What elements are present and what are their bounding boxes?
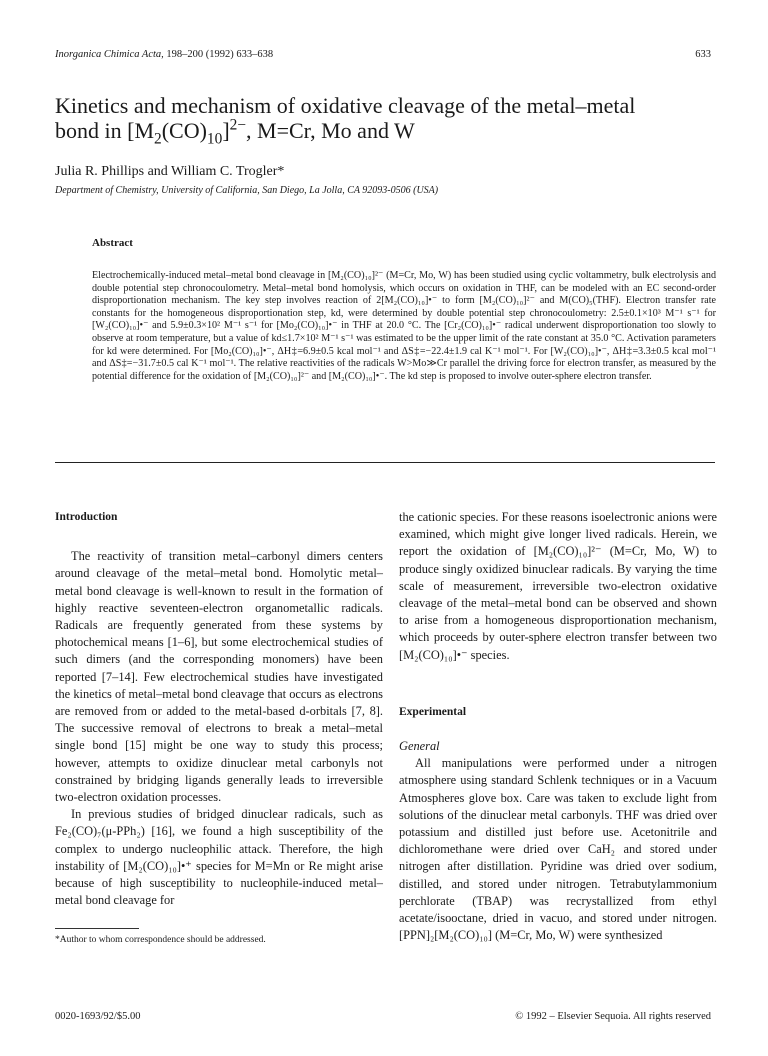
experimental-heading: Experimental xyxy=(399,705,467,718)
authors: Julia R. Phillips and William C. Trogler* xyxy=(55,164,285,179)
footnote-divider xyxy=(55,928,139,929)
intro-paragraph-2: In previous studies of bridged dinuclear radicals, such as Fe₂(CO)₇(μ-PPh₂) [16], we found a high susceptibility of the complex to undergo nucleophilic attack. Therefore, the high instability of [M₂(CO)₁₀]•⁺ species for M=Mn or Re might arise because of high susceptibility to nucleophile-induced metal–metal bond cleavage for xyxy=(55,807,383,908)
copyright-notice: © 1992 – Elsevier Sequoia. All rights reserved xyxy=(515,1011,711,1022)
issn-code: 0020-1693/92/$5.00 xyxy=(55,1011,141,1022)
abstract-heading: Abstract xyxy=(92,237,133,249)
intro-paragraph-1: The reactivity of transition metal–carbonyl dimers centers around cleavage of the metal–metal bond. Homolytic metal–metal bond cleavage is well-known to result in the formation of highly reactive seventeen-electron organometallic radicals. Radicals are frequently generated from these systems by photochemical means [1–6], but some electrochemical studies of such dimers (and the corresponding monomers) have been reported [7–14]. Few electrochemical studies have investigated the kinetics of metal–metal bond cleavage that occurs as electrons are removed from or added to the metal-based d-orbitals [7, 8]. The successive removal of electrons to break a metal–metal single bond [15] might be one way to study this process; however, attempts to oxidize dinuclear metal carbonyls not constrained by bridging ligands generally leads to irreversible two-electron oxidation processes. xyxy=(55,549,383,805)
affiliation: Department of Chemistry, University of California, San Diego, La Jolla, CA 92093-0506 (USA) xyxy=(55,185,439,196)
running-header xyxy=(55,49,273,60)
page-number: 633 xyxy=(695,49,711,60)
title-line-1: Kinetics and mechanism of oxidative cleavage of the metal–metal xyxy=(55,93,636,118)
right-column xyxy=(399,509,717,944)
abstract-text: Electrochemically-induced metal–metal bond cleavage in [M₂(CO)₁₀]²⁻ (M=Cr, Mo, W) has been studied using cyclic voltammetry, bulk electrolysis and double potential step chronocoulometry. Metal–metal bond homolysis, which occurs on oxidation in THF, can be modeled with an EC second-order disproportionation mechanism. The key step involves reaction of 2[M₂(CO)₁₀]•⁻ to form [M₂(CO)₁₀]²⁻ and M(CO)₅(THF). Electron transfer rate constants for the homogeneous disproportionation step, kd, were determined by double potential step chronocoulometry: 2.5±0.1×10³ M⁻¹ s⁻¹ for [W₂(CO)₁₀]•⁻ and 5.9±0.3×10² M⁻¹ s⁻¹ for [Mo₂(CO)₁₀]•⁻ in THF at 20.0 °C. The [Cr₂(CO)₁₀]•⁻ radical underwent disproportionation too slowly to observe at room temperature, but a value of kd≤1.7×10² M⁻¹ s⁻¹ was estimated to be the upper limit of the rate constant at 35.0 °C. Activation parameters for kd were determined. For [Mo₂(CO)₁₀]•⁻, ΔH‡=6.9±0.5 kcal mol⁻¹ and ΔS‡=−22.4±1.9 cal K⁻¹ mol⁻¹. For [W₂(CO)₁₀]•⁻, ΔH‡=3.3±0.5 kcal mol⁻¹ and ΔS‡=−31.7±0.5 cal K⁻¹ mol⁻¹. The relative reactivities of the radicals W>Mo≫Cr parallel the driving force for electron transfer, as measured by the potential difference for the oxidation of [M₂(CO)₁₀]²⁻ and [M₂(CO)₁₀]•⁻. The kd step is proposed to involve outer-sphere electron transfer. xyxy=(92,270,716,382)
introduction-heading: Introduction xyxy=(55,511,118,523)
title-line-2: bond in $[M_2(CO)_{10}]^{2-}$, M=Cr, Mo and W xyxy=(55,116,415,148)
volume-pages: 198–200 (1992) 633–638 xyxy=(166,49,274,60)
journal-name: Inorganica Chimica Acta, xyxy=(55,49,164,60)
section-divider xyxy=(55,462,715,463)
experimental-paragraph: All manipulations were performed under a nitrogen atmosphere using standard Schlenk techniques or in a Vacuum Atmospheres glove box. Care was taken to exclude light from solutions of the dinuclear metal carbonyls. THF was dried over potassium and distilled just before use. Acetonitrile and dichloromethane were dried over CaH₂ and stored under nitrogen after distillation. Pyridine was dried over sodium, distilled, and stored under nitrogen. Tetrabutylammonium perchlorate (TBAP) was recrystallized from ethyl acetate/isooctane, dried in vacuo, and stored under nitrogen. [PPN]₂[M₂(CO)₁₀] (M=Cr, Mo, W) were synthesized xyxy=(399,756,717,943)
article-title xyxy=(55,93,725,148)
footnote: *Author to whom correspondence should be addressed. xyxy=(55,935,266,945)
intro-paragraph-continued: the cationic species. For these reasons isoelectronic anions were examined, which might give longer lived radicals. Herein, we report the oxidation of [M₂(CO)₁₀]²⁻ (M=Cr, Mo, W) to produce singly oxidized binuclear radicals. By varying the time scale of measurement, irreversible two-electron oxidative cleavage of the metal–metal bond can be observed and shown to arise from a homogeneous disproportionation mechanism, which proceeds by outer-sphere electron transfer between two [M₂(CO)₁₀]•⁻ species. xyxy=(399,510,717,662)
general-subheading: General xyxy=(399,739,440,754)
left-column xyxy=(55,509,383,909)
